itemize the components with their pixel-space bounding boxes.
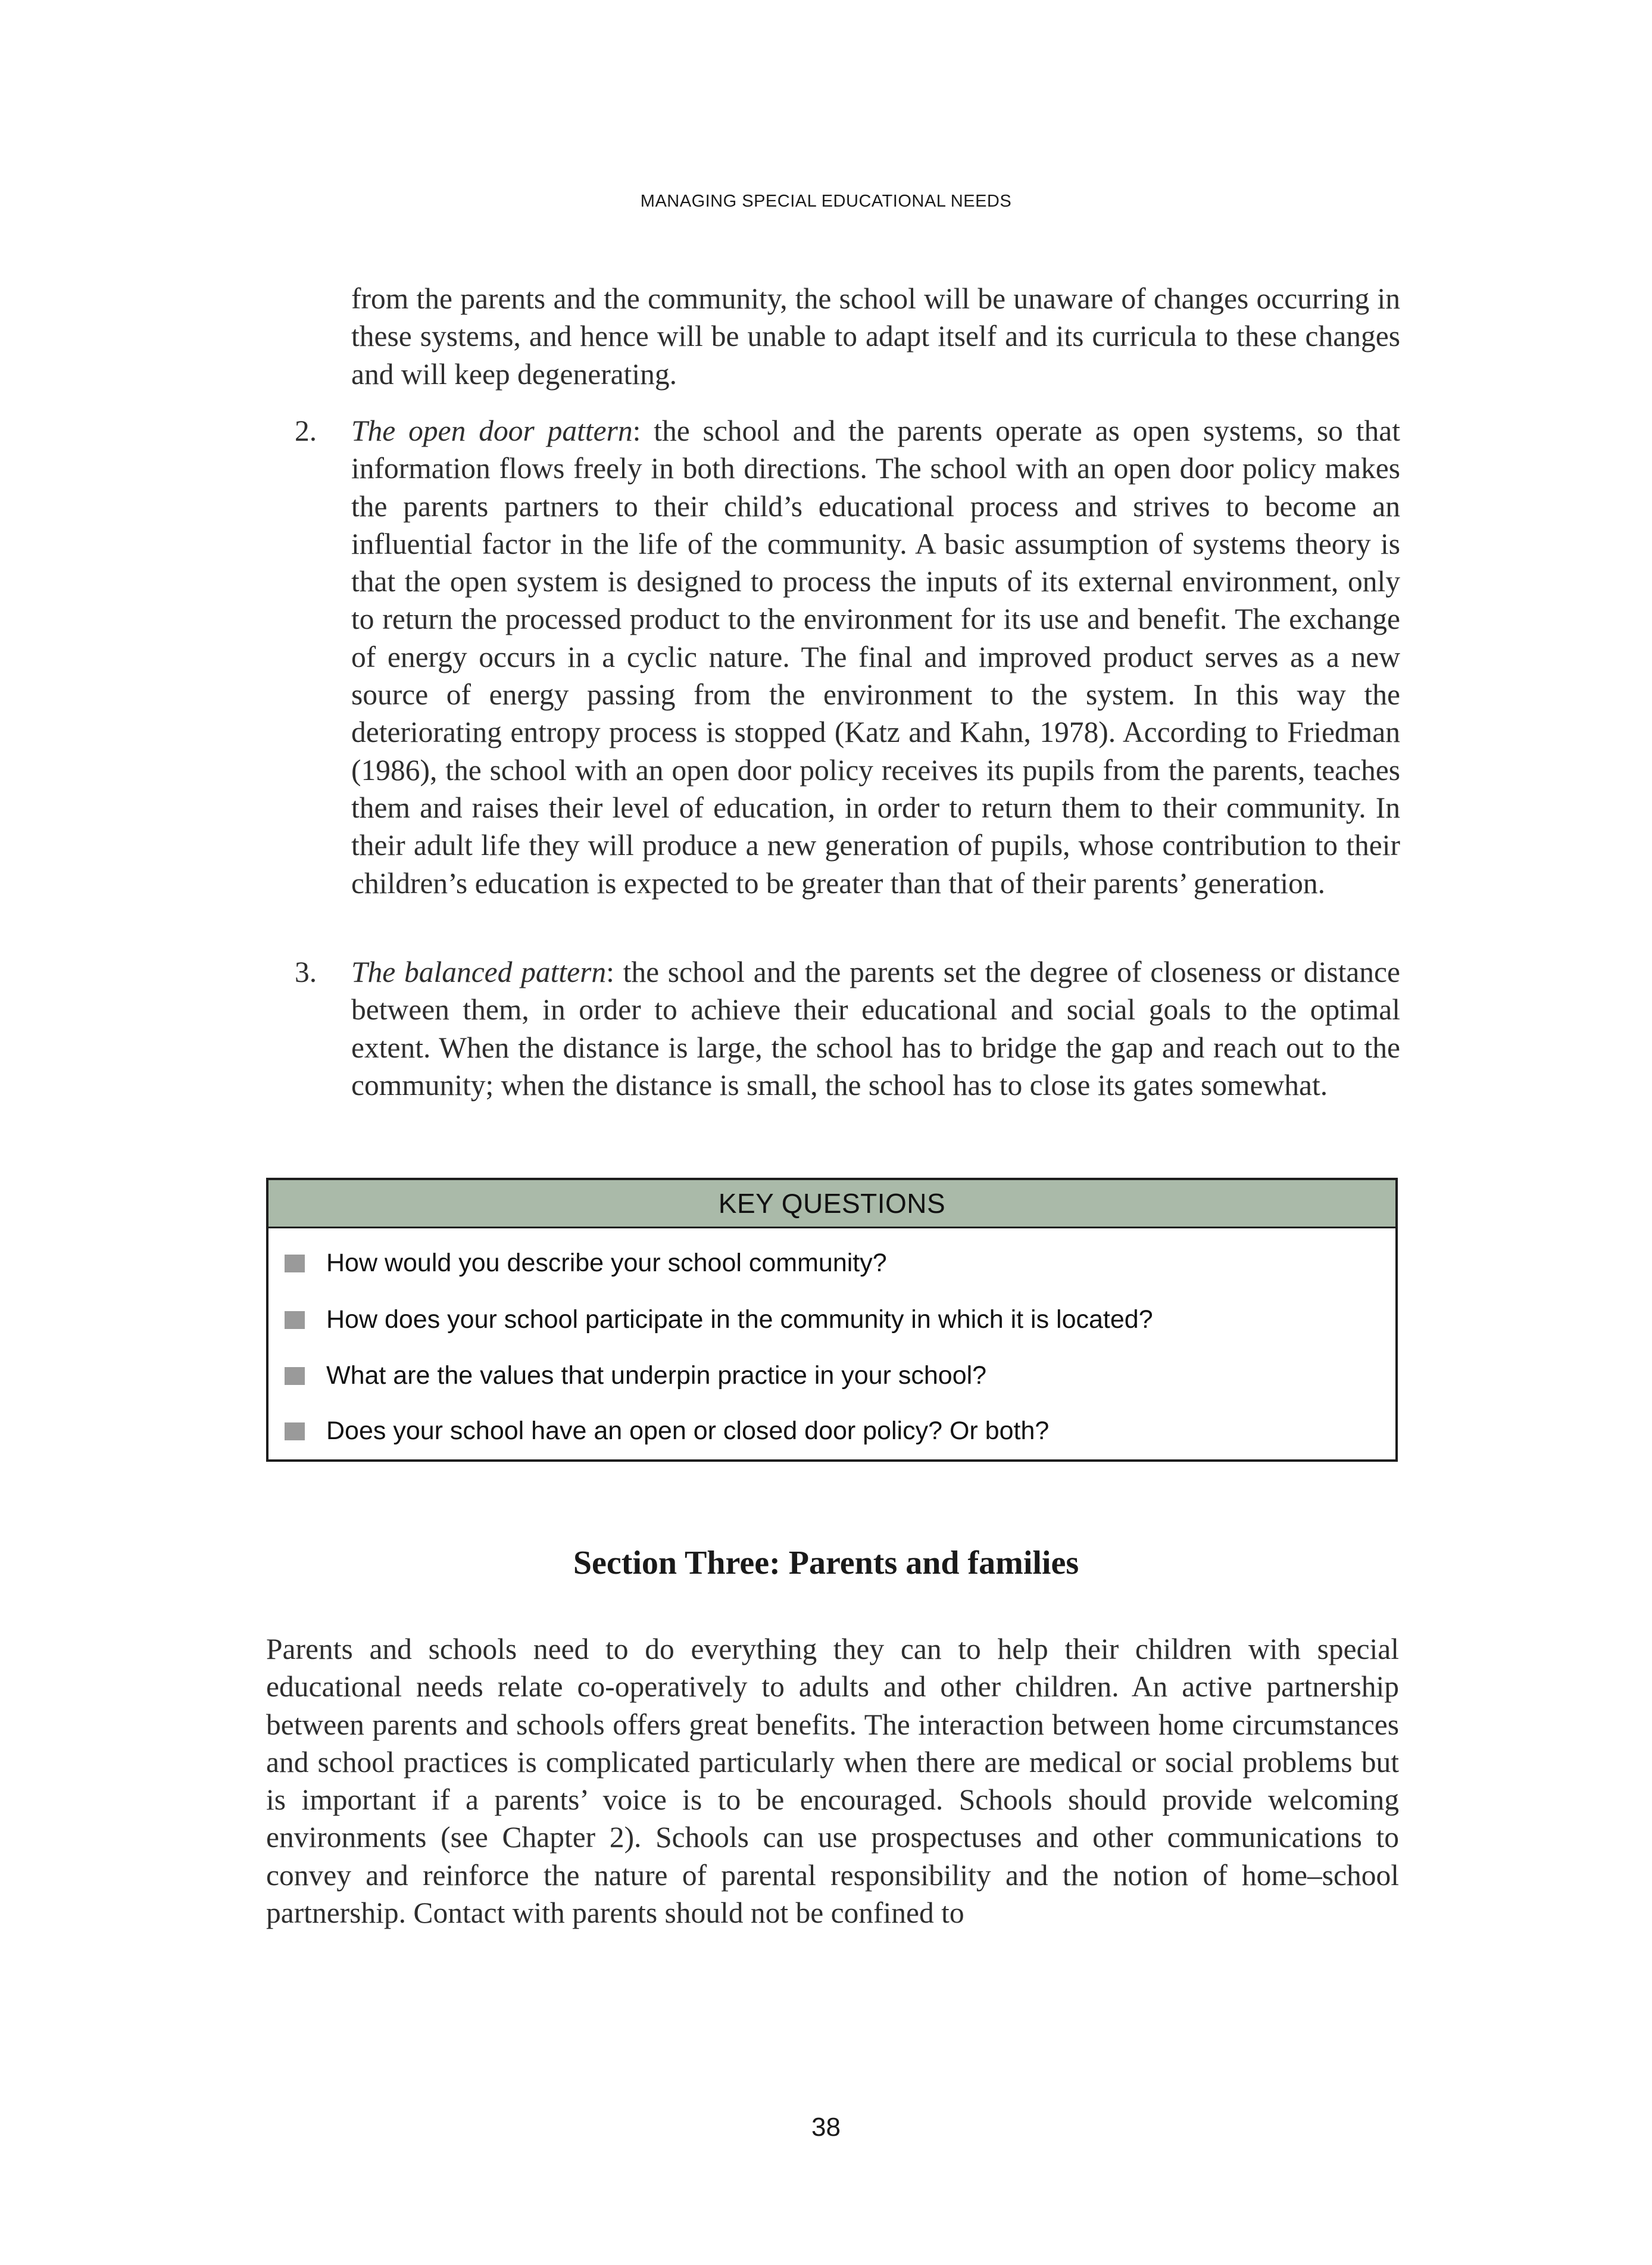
- key-question-text: Does your school have an open or closed door policy? Or both?: [326, 1417, 1050, 1445]
- square-bullet-icon: [285, 1255, 305, 1272]
- section-paragraph: Parents and schools need to do everything they can to help their children with special educational needs relate co-operatively to adults and other children. An active partnership between parents and schools offers great benefits. The interaction between home circumstances and school practices is complicated particularly when there are medical or social problems but is important if a parents’ voice is to be encouraged. Schools should provide welcoming environments (see Chapter 2). Schools can use prospectuses and other communications to convey and reinforce the nature of parental responsibility and the notion of home–school partnership. Contact with parents should not be confined to: [266, 1633, 1399, 1930]
- list-item-text: : the school and the parents operate as open systems, so that information flows freely in both directions. The school with an open door policy makes the parents partners to their child’s educational process and strives to become an influential factor in the life of the community. A basic assumption of systems theory is that the open system is designed to process the inputs of its external environment, only to return the processed product to the environment for its use and benefit. The exchange of energy occurs in a cyclic nature. The final and improved product serves as a new source of energy passing from the environment to the system. In this way the deteriorating entropy process is stopped (Katz and Kahn, 1978). According to Friedman (1986), the school with an open door policy receives its pupils from the parents, teaches them and raises their level of education, in order to return them to their community. In their adult life they will produce a new generation of pupils, whose contribution to their children’s education is expected to be greater than that of their parents’ generation.: [351, 414, 1400, 900]
- list-item-lead: The balanced pattern: [351, 956, 607, 988]
- key-question-text: How would you describe your school community?: [326, 1249, 887, 1277]
- key-questions-box: [266, 1178, 1398, 1462]
- list-item-lead: The open door pattern: [351, 414, 633, 447]
- list-item-open-door: [295, 412, 1400, 902]
- square-bullet-icon: [285, 1422, 305, 1440]
- section-title: Section Three: Parents and families: [573, 1545, 1079, 1581]
- running-head: MANAGING SPECIAL EDUCATIONAL NEEDS: [640, 192, 1012, 211]
- list-item-number: 3.: [295, 956, 317, 988]
- continuation-paragraph: from the parents and the community, the school will be unaware of changes occurring in these systems, and hence will be unable to adapt itself and its curricula to these changes and will keep degenerating.: [351, 282, 1400, 391]
- square-bullet-icon: [285, 1367, 305, 1385]
- page-number: 38: [811, 2113, 841, 2142]
- list-item-number: 2.: [295, 414, 317, 447]
- key-question-text: What are the values that underpin practice in your school?: [326, 1361, 987, 1390]
- key-questions-title: KEY QUESTIONS: [268, 1180, 1395, 1228]
- key-question-text: How does your school participate in the community in which it is located?: [326, 1305, 1153, 1334]
- square-bullet-icon: [285, 1311, 305, 1329]
- list-item-balanced: [295, 953, 1401, 1104]
- list-item-text: : the school and the parents set the degree of closeness or distance between them, in order to achieve their educational and social goals to the optimal extent. When the distance is large, the school has to bridge the gap and reach out to the community; when the distance is small, the school has to close its gates somewhat.: [351, 956, 1401, 1102]
